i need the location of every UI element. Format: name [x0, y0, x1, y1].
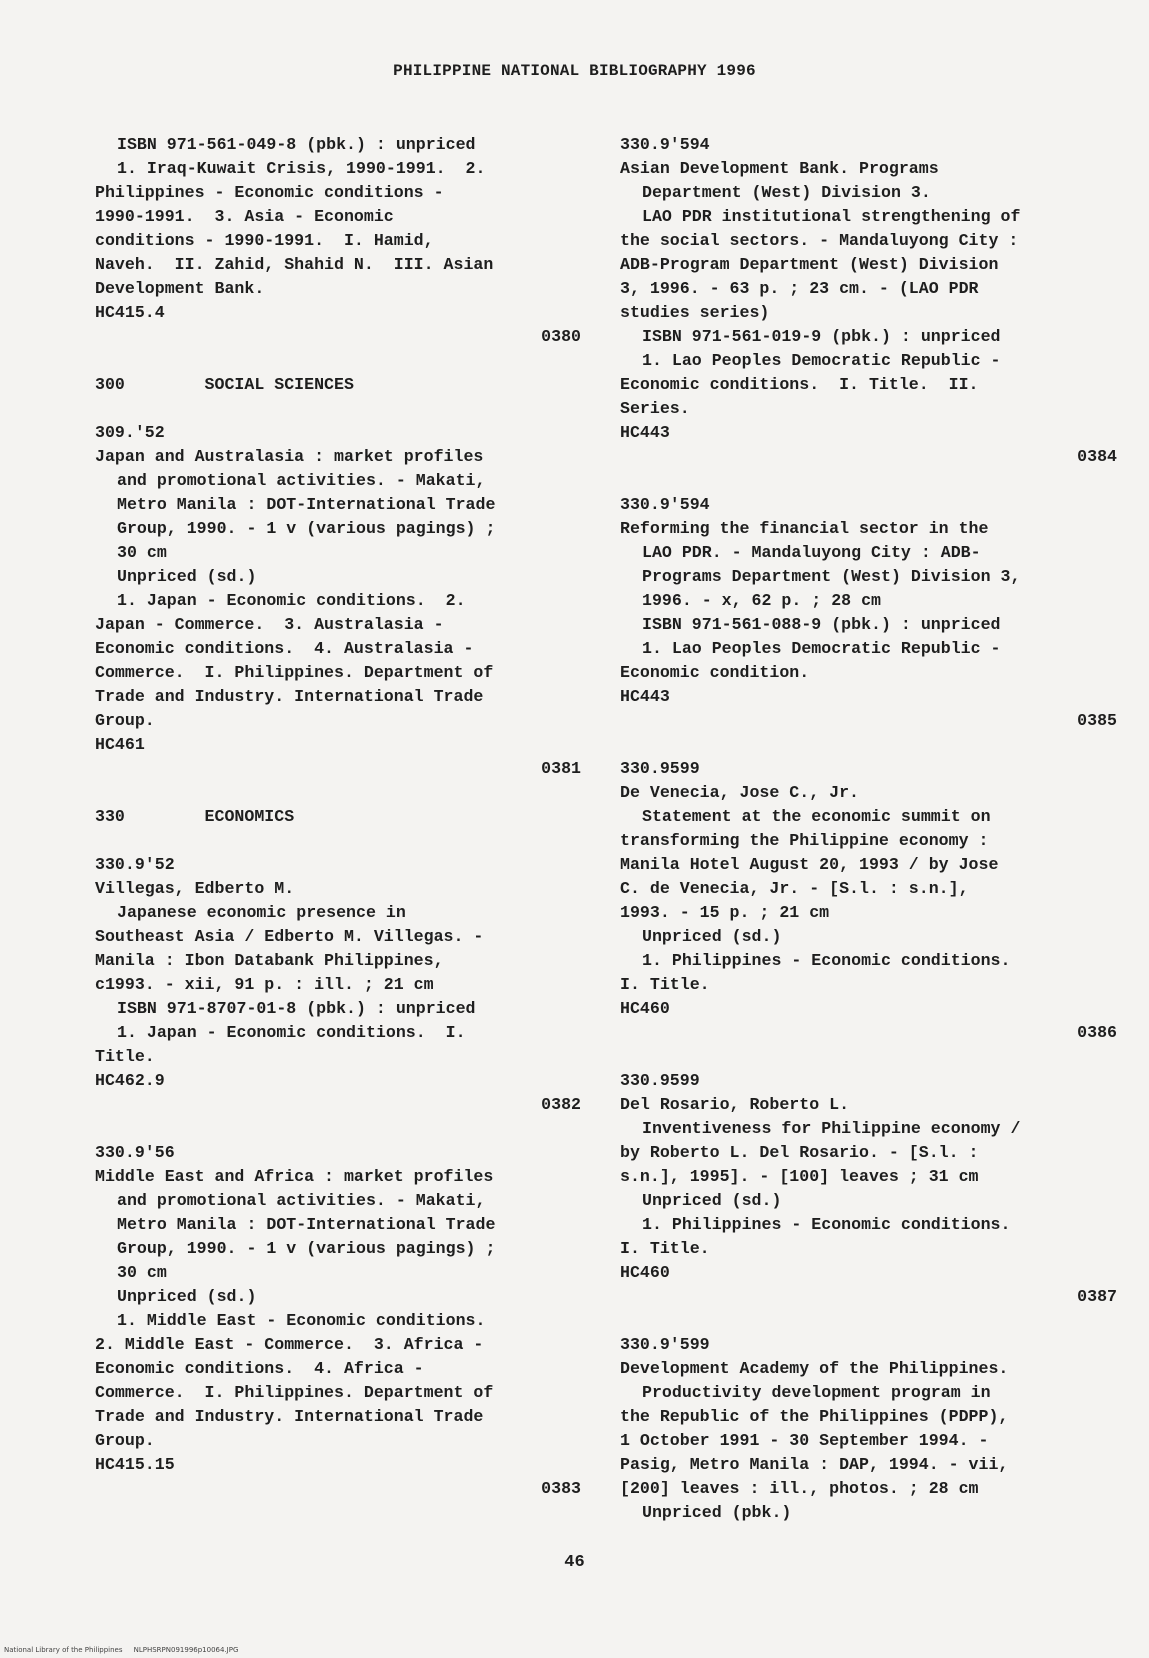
entry-line: Naveh. II. Zahid, Shahid N. III. Asian: [95, 255, 494, 274]
entry-line: 330.9599: [620, 1071, 700, 1090]
section-heading: [95, 373, 581, 397]
entry-line: Manila : Ibon Databank Philippines,: [95, 951, 444, 970]
entry-line: the social sectors. - Mandaluyong City :: [620, 231, 1019, 250]
entry-line: 330.9'56: [95, 1143, 175, 1162]
left-column: [95, 133, 581, 1525]
entry-number: 0384: [1077, 447, 1117, 466]
scan-footer: National Library of the Philippines NLPHSRPN091996p10064.JPG: [4, 1646, 239, 1654]
entry-line: 30 cm: [117, 543, 167, 562]
entry-line: Japanese economic presence in: [117, 903, 406, 922]
entry-line: c1993. - xii, 91 p. : ill. ; 21 cm: [95, 975, 434, 994]
entry-line: Productivity development program in: [642, 1383, 991, 1402]
bibliography-entry: [620, 757, 1117, 1045]
entry-line: transforming the Philippine economy :: [620, 831, 989, 850]
entry-line: ISBN 971-561-019-9 (pbk.) : unpriced: [642, 327, 1001, 346]
entry-line: s.n.], 1995]. - [100] leaves ; 31 cm: [620, 1167, 979, 1186]
entry-line: conditions - 1990-1991. I. Hamid,: [95, 231, 434, 250]
entry-line: I. Title.: [620, 1239, 710, 1258]
entry-line: 1. Philippines - Economic conditions.: [642, 1215, 1011, 1234]
entry-line: Unpriced (pbk.): [642, 1503, 792, 1522]
entry-line: Group, 1990. - 1 v (various pagings) ;: [117, 519, 496, 538]
entry-line: Japan - Commerce. 3. Australasia -: [95, 615, 444, 634]
entry-line: HC460: [620, 999, 670, 1018]
entry-line: Del Rosario, Roberto L.: [620, 1095, 850, 1114]
page-number: 46: [564, 1553, 585, 1572]
entry-line: C. de Venecia, Jr. - [S.l. : s.n.],: [620, 879, 969, 898]
entry-line: Villegas, Edberto M.: [95, 879, 295, 898]
section-heading: [95, 805, 581, 829]
entry-line: Group, 1990. - 1 v (various pagings) ;: [117, 1239, 496, 1258]
entry-line: Reforming the financial sector in the: [620, 519, 989, 538]
entry-line: Series.: [620, 399, 690, 418]
entry-line: [200] leaves : ill., photos. ; 28 cm: [620, 1479, 979, 1498]
entry-number: 0387: [1077, 1287, 1117, 1306]
entry-line: Inventiveness for Philippine economy /: [642, 1119, 1021, 1138]
entry-line: 1 October 1991 - 30 September 1994. -: [620, 1431, 989, 1450]
entry-line: Pasig, Metro Manila : DAP, 1994. - vii,: [620, 1455, 1009, 1474]
entry-number: 0386: [1077, 1023, 1117, 1042]
entry-line: Development Bank.: [95, 279, 265, 298]
entry-line: 1990-1991. 3. Asia - Economic: [95, 207, 394, 226]
entry-line: 1. Japan - Economic conditions. I.: [117, 1023, 466, 1042]
entry-line: 330.9'599: [620, 1335, 710, 1354]
entry-line: 1. Philippines - Economic conditions.: [642, 951, 1011, 970]
bibliography-entry: [95, 133, 581, 349]
section-name: ECONOMICS: [204, 807, 295, 826]
entry-line: Trade and Industry. International Trade: [95, 687, 484, 706]
right-column: [620, 133, 1117, 1549]
entry-line: Commerce. I. Philippines. Department of: [95, 663, 494, 682]
entry-line: Development Academy of the Philippines.: [620, 1359, 1009, 1378]
entry-number: 0381: [541, 759, 581, 778]
entry-number: 0380: [541, 327, 581, 346]
entry-line: Southeast Asia / Edberto M. Villegas. -: [95, 927, 484, 946]
section-name: SOCIAL SCIENCES: [204, 375, 354, 394]
entry-line: HC415.4: [95, 303, 165, 322]
entry-line: Unpriced (sd.): [117, 567, 257, 586]
entry-line: Group.: [95, 1431, 155, 1450]
entry-line: I. Title.: [620, 975, 710, 994]
entry-line: ISBN 971-561-088-9 (pbk.) : unpriced: [642, 615, 1001, 634]
entry-line: 3, 1996. - 63 p. ; 23 cm. - (LAO PDR: [620, 279, 979, 298]
entry-line: Asian Development Bank. Programs: [620, 159, 939, 178]
entry-line: Unpriced (sd.): [117, 1287, 257, 1306]
entry-number: 0385: [1077, 711, 1117, 730]
entry-line: Economic condition.: [620, 663, 810, 682]
entry-line: 30 cm: [117, 1263, 167, 1282]
entry-line: Economic conditions. I. Title. II.: [620, 375, 979, 394]
entry-line: 2. Middle East - Commerce. 3. Africa -: [95, 1335, 484, 1354]
entry-line: 330.9'52: [95, 855, 175, 874]
entry-line: ISBN 971-8707-01-8 (pbk.) : unpriced: [117, 999, 476, 1018]
entry-line: 330.9'594: [620, 495, 710, 514]
entry-line: ADB-Program Department (West) Division: [620, 255, 999, 274]
entry-line: the Republic of the Philippines (PDPP),: [620, 1407, 1009, 1426]
entry-line: Middle East and Africa : market profiles: [95, 1167, 494, 1186]
bibliography-entry: [620, 1069, 1117, 1309]
entry-line: Economic conditions. 4. Africa -: [95, 1359, 424, 1378]
entry-line: 1993. - 15 p. ; 21 cm: [620, 903, 830, 922]
section-code: 300: [95, 375, 125, 394]
entry-line: Metro Manila : DOT-International Trade: [117, 1215, 496, 1234]
entry-line: HC460: [620, 1263, 670, 1282]
entry-line: 1. Iraq-Kuwait Crisis, 1990-1991. 2.: [117, 159, 486, 178]
entry-line: 1. Lao Peoples Democratic Republic -: [642, 351, 1001, 370]
page-title: PHILIPPINE NATIONAL BIBLIOGRAPHY 1996: [393, 62, 756, 80]
bibliography-entry: [620, 1333, 1117, 1525]
entry-line: 1. Lao Peoples Democratic Republic -: [642, 639, 1001, 658]
entry-line: 1. Middle East - Economic conditions.: [117, 1311, 486, 1330]
entry-line: and promotional activities. - Makati,: [117, 1191, 486, 1210]
entry-line: 330.9'594: [620, 135, 710, 154]
entry-line: Programs Department (West) Division 3,: [642, 567, 1021, 586]
entry-line: 1996. - x, 62 p. ; 28 cm: [642, 591, 881, 610]
entry-number: 0383: [541, 1479, 581, 1498]
entry-line: Group.: [95, 711, 155, 730]
entry-line: Economic conditions. 4. Australasia -: [95, 639, 474, 658]
entry-line: HC462.9: [95, 1071, 165, 1090]
entry-line: and promotional activities. - Makati,: [117, 471, 486, 490]
entry-line: HC461: [95, 735, 145, 754]
entry-line: Metro Manila : DOT-International Trade: [117, 495, 496, 514]
entry-number: 0382: [541, 1095, 581, 1114]
entry-line: by Roberto L. Del Rosario. - [S.l. :: [620, 1143, 979, 1162]
bibliography-entry: [95, 1141, 581, 1501]
entry-line: HC443: [620, 423, 670, 442]
entry-line: ISBN 971-561-049-8 (pbk.) : unpriced: [117, 135, 476, 154]
entry-line: Unpriced (sd.): [642, 927, 782, 946]
entry-line: Department (West) Division 3.: [642, 183, 931, 202]
bibliography-entry: [95, 853, 581, 1117]
entry-line: 330.9599: [620, 759, 700, 778]
entry-line: HC415.15: [95, 1455, 175, 1474]
section-code: 330: [95, 807, 125, 826]
entry-line: De Venecia, Jose C., Jr.: [620, 783, 859, 802]
entry-line: LAO PDR. - Mandaluyong City : ADB-: [642, 543, 981, 562]
entry-line: Title.: [95, 1047, 155, 1066]
bibliography-entry: [95, 421, 581, 781]
entry-line: 309.'52: [95, 423, 165, 442]
entry-line: studies series): [620, 303, 770, 322]
entry-line: Trade and Industry. International Trade: [95, 1407, 484, 1426]
bibliography-entry: [620, 493, 1117, 733]
entry-line: 1. Japan - Economic conditions. 2.: [117, 591, 466, 610]
entry-line: Statement at the economic summit on: [642, 807, 991, 826]
entry-line: Japan and Australasia : market profiles: [95, 447, 484, 466]
entry-line: LAO PDR institutional strengthening of: [642, 207, 1021, 226]
entry-line: HC443: [620, 687, 670, 706]
entry-line: Manila Hotel August 20, 1993 / by Jose: [620, 855, 999, 874]
entry-line: Unpriced (sd.): [642, 1191, 782, 1210]
bibliography-entry: [620, 133, 1117, 469]
entry-line: Philippines - Economic conditions -: [95, 183, 444, 202]
entry-line: Commerce. I. Philippines. Department of: [95, 1383, 494, 1402]
